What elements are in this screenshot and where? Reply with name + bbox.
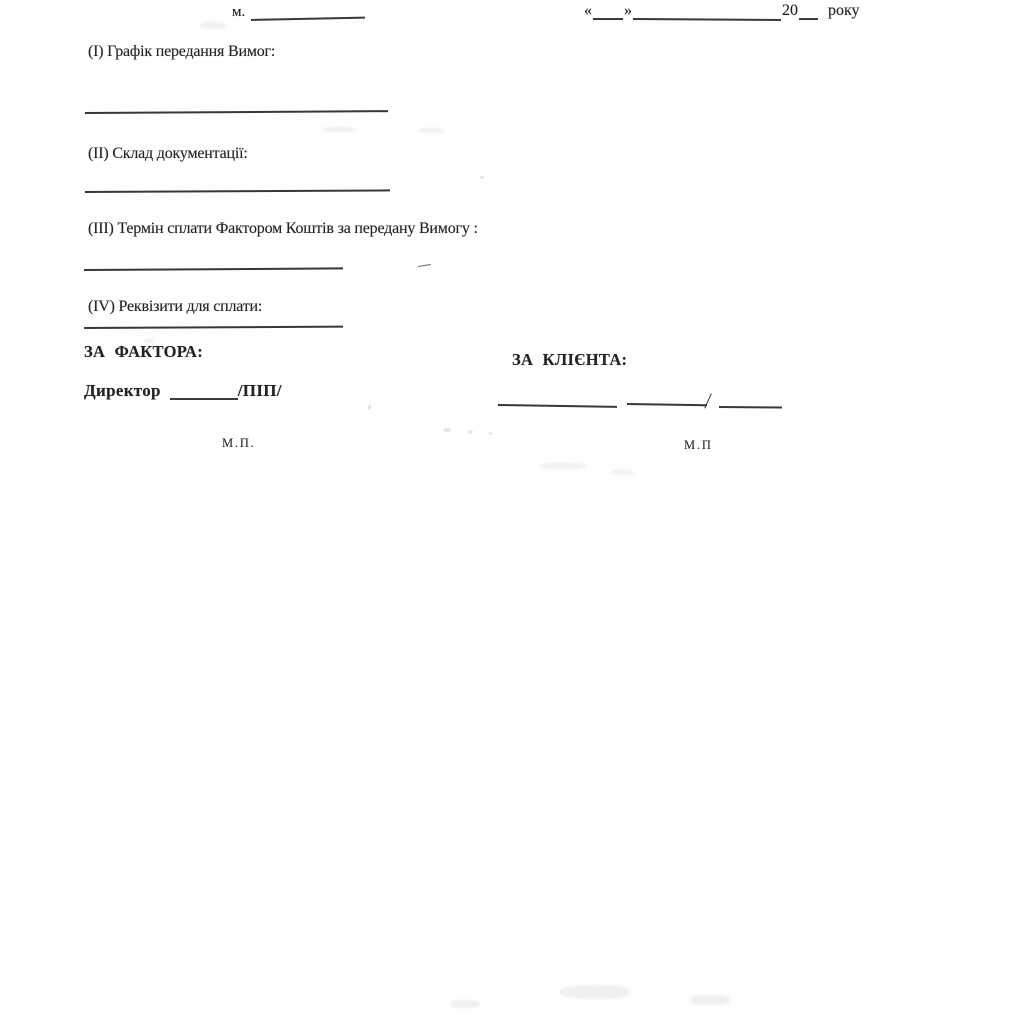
section-4-heading: (IV) Реквізити для сплати:: [88, 298, 263, 315]
section-3-blank-line: [84, 267, 343, 271]
director-label: Директор: [84, 381, 161, 400]
scan-noise: [367, 404, 372, 411]
client-seal-label: М.П: [684, 438, 713, 452]
scan-noise: [540, 463, 586, 469]
section-1-blank-line: [85, 110, 388, 114]
director-signature-row: [84, 381, 282, 400]
scan-noise: [690, 995, 730, 1005]
date-suffix: року: [828, 2, 860, 19]
factor-seal-label: М.П.: [222, 436, 256, 450]
scan-noise: [322, 127, 356, 132]
signature-slash-separator: /: [703, 388, 713, 413]
client-signature-blank-line-2: [627, 403, 707, 406]
factor-signature-heading: ЗА ФАКТОРА:: [84, 342, 204, 361]
date-field: [583, 2, 861, 20]
director-signature-blank-line: [170, 385, 238, 400]
scan-noise: [450, 1000, 480, 1008]
city-label: м.: [232, 4, 246, 20]
section-4-blank-line: [84, 326, 343, 329]
scan-noise: [489, 432, 492, 435]
date-open-quote: «: [584, 2, 592, 19]
stray-pen-mark: [418, 264, 431, 267]
section-1-heading: (I) Графік передання Вимог:: [88, 43, 276, 60]
director-name-placeholder: /ПІП/: [237, 381, 282, 400]
date-month-blank-line: [633, 5, 781, 21]
date-close-quote: »: [624, 2, 632, 19]
scan-noise: [560, 985, 630, 999]
section-2-heading: (II) Склад документації:: [88, 145, 248, 162]
scan-noise: [612, 470, 634, 475]
city-blank-line: [251, 3, 365, 20]
scan-noise: [468, 430, 473, 434]
city-field: [232, 4, 365, 21]
date-year-prefix: 20: [782, 2, 798, 19]
client-signature-heading: ЗА КЛІЄНТА:: [512, 350, 628, 369]
section-3-heading: (III) Термін сплати Фактором Коштів за передану Вимогу :: [88, 220, 478, 237]
date-day-blank-line: [593, 5, 623, 20]
scan-noise: [480, 176, 484, 179]
client-signature-blank-line-1: [498, 404, 617, 408]
scan-noise: [200, 22, 226, 29]
scan-noise: [443, 428, 451, 432]
section-2-blank-line: [85, 189, 390, 193]
scan-noise: [418, 128, 444, 133]
client-name-blank-line: [719, 406, 782, 409]
date-year-blank-line: [799, 5, 818, 20]
